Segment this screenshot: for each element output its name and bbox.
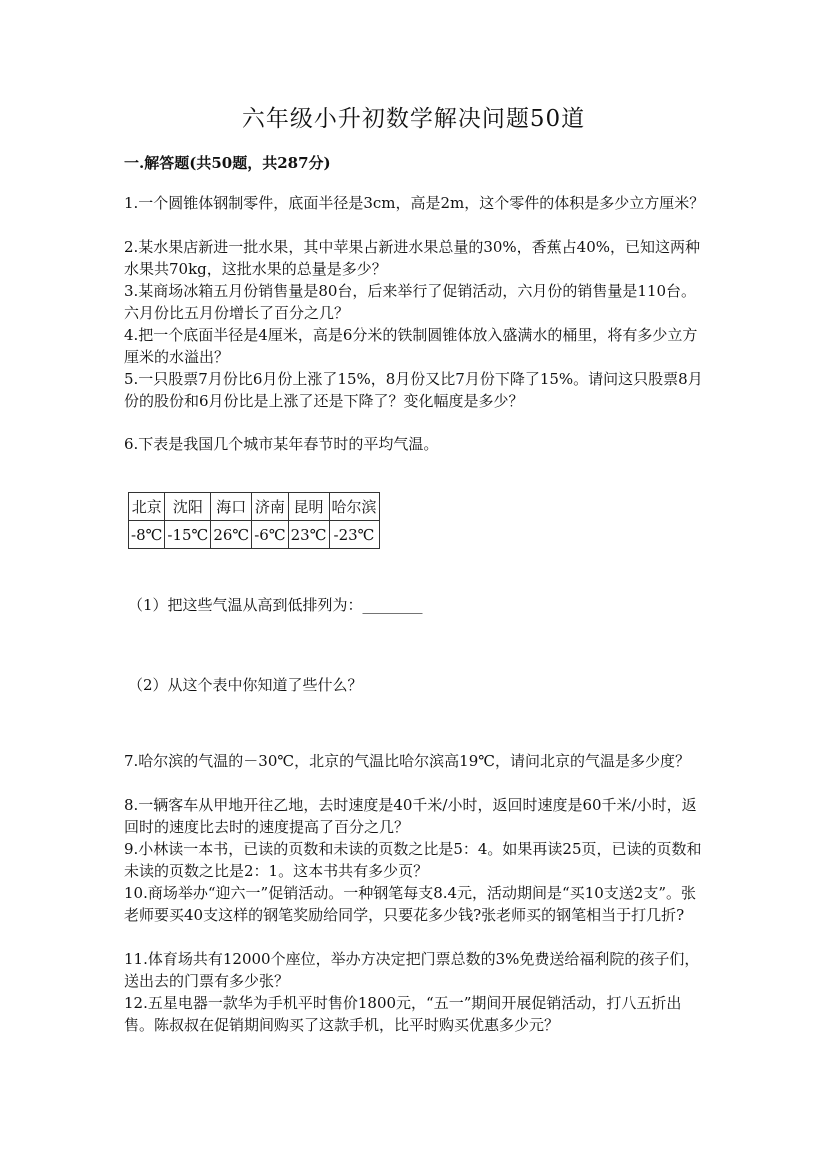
question-11: 11.体育场共有12000个座位，举办方决定把门票总数的3%免费送给福利院的孩子们，送出去的门票有多少张？ bbox=[124, 950, 700, 990]
question-3: 3.某商场冰箱五月份销售量是80台，后来举行了促销活动，六月份的销售量是110台。六月份比五月份增长了百分之几？ bbox=[124, 282, 697, 322]
table-cell: -15℃ bbox=[165, 521, 211, 549]
table-cell: -8℃ bbox=[129, 521, 165, 549]
page-title: 六年级小升初数学解决问题50道 bbox=[241, 106, 586, 132]
table-cell: 海口 bbox=[211, 493, 252, 521]
question-1: 1.一个圆锥体钢制零件，底面半径是3cm，高是2m，这个零件的体积是多少立方厘米？ bbox=[124, 194, 705, 212]
section-heading: 一.解答题(共50题，共287分) bbox=[124, 154, 331, 172]
table-cell: 北京 bbox=[129, 493, 165, 521]
table-cell: 昆明 bbox=[288, 493, 329, 521]
table-cell: -6℃ bbox=[252, 521, 288, 549]
sub-question-2: （2）从这个表中你知道了些什么？ bbox=[128, 676, 363, 694]
question-7: 7.哈尔滨的气温的－30℃，北京的气温比哈尔滨高19℃，请问北京的气温是多少度？ bbox=[124, 752, 691, 770]
question-9: 9.小林读一本书，已读的页数和未读的页数之比是5：4。如果再读25页，已读的页数和未读的页数之比是2：1。这本书共有多少页？ bbox=[124, 840, 702, 880]
table-cell: 沈阳 bbox=[165, 493, 211, 521]
question-5: 5.一只股票7月份比6月份上涨了15%，8月份又比7月份下降了15%。请问这只股票8月份的股份和6月份比是上涨了还是下降了？变化幅度是多少？ bbox=[124, 370, 703, 410]
sub-question-1: （1）把这些气温从高到低排列为：________ bbox=[128, 596, 423, 614]
table-row-cities bbox=[129, 493, 380, 521]
table-cell: 23℃ bbox=[288, 521, 329, 549]
table-cell: 26℃ bbox=[211, 521, 252, 549]
question-8: 8.一辆客车从甲地开往乙地，去时速度是40千米/小时，返回时速度是60千米/小时，返回时的速度比去时的速度提高了百分之几？ bbox=[124, 796, 697, 836]
question-10: 10.商场举办“迎六一”促销活动。一种钢笔每支8.4元，活动期间是“买10支送2支”。张老师要买40支这样的钢笔奖励给同学，只要花多少钱?张老师买的钢笔相当于打几折? bbox=[124, 884, 697, 924]
temperature-table bbox=[128, 492, 380, 549]
table-cell: 济南 bbox=[252, 493, 288, 521]
question-2: 2.某水果店新进一批水果，其中苹果占新进水果总量的30%，香蕉占40%，已知这两种水果共70kg，这批水果的总量是多少？ bbox=[124, 238, 700, 278]
question-4: 4.把一个底面半径是4厘米，高是6分米的铁制圆锥体放入盛满水的桶里，将有多少立方厘米的水溢出？ bbox=[124, 326, 698, 366]
table-cell: -23℃ bbox=[329, 521, 379, 549]
table-cell: 哈尔滨 bbox=[329, 493, 379, 521]
question-6: 6.下表是我国几个城市某年春节时的平均气温。 bbox=[124, 435, 439, 453]
question-12: 12.五星电器一款华为手机平时售价1800元，“五一”期间开展促销活动，打八五折出售。陈叔叔在促销期间购买了这款手机，比平时购买优惠多少元？ bbox=[124, 994, 682, 1034]
table-row-temps bbox=[129, 521, 380, 549]
